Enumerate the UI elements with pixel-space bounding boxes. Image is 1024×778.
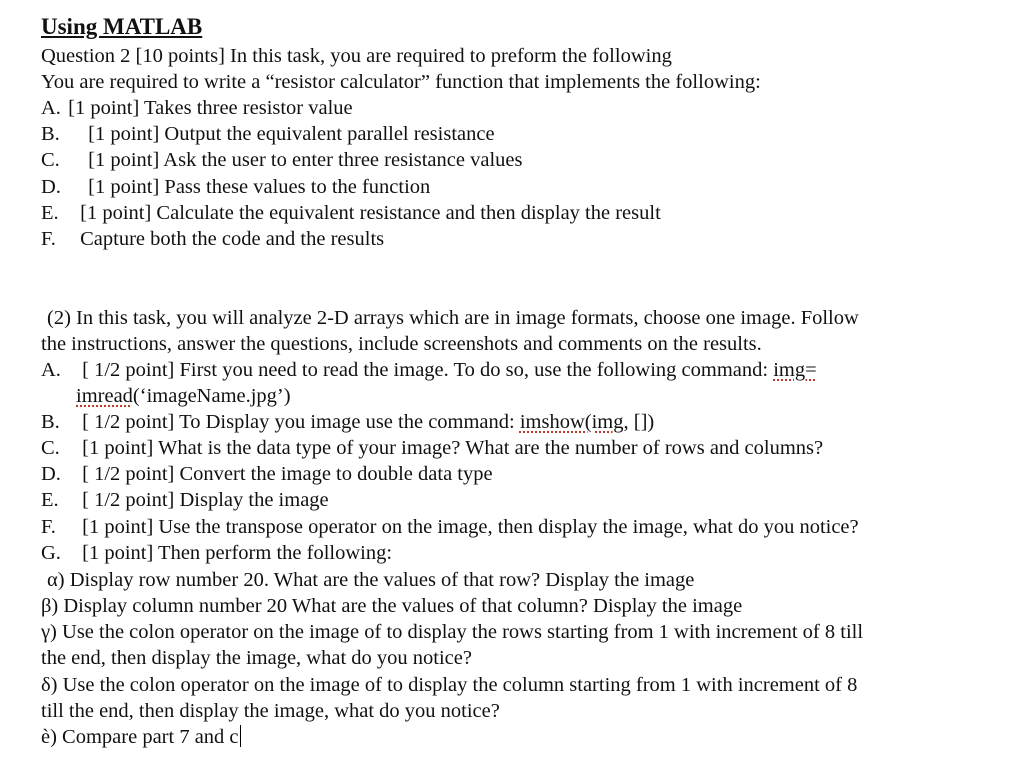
task2-item-c [41,435,823,461]
text-cursor [240,725,242,747]
q2-item-e [41,200,661,226]
q2-item-c [41,147,522,173]
code-imread-args: (‘imageName.jpg’) [132,385,291,407]
list-marker: A. [41,359,61,381]
code-imread: imread [76,385,133,407]
list-marker: E. [41,202,59,224]
task2-sub-gamma-cont: the end, then display the image, what do you notice? [41,647,472,669]
list-item-text: Capture both the code and the results [80,228,385,250]
task2-sub-delta: δ) Use the colon operator on the image of to display the column starting from 1 with increment of 8 [41,674,858,696]
list-item-text: [ 1/2 point] Convert the image to double data type [82,463,493,485]
task2-sub-delta-cont: till the end, then display the image, what do you notice? [41,700,500,722]
task2-item-a-cont [76,383,291,409]
list-item-text: [ 1/2 point] To Display you image use the command: [82,411,520,433]
task2-intro-1: (2) In this task, you will analyze 2-D arrays which are in image formats, choose one image. Follow [47,307,859,329]
task2-item-f [41,514,859,540]
list-marker: D. [41,176,61,198]
task2-sub-e[interactable] [41,724,241,750]
task2-item-b [41,409,654,435]
list-item-text: [1 point] Takes three resistor value [68,97,353,119]
list-item-text: [1 point] What is the data type of your image? What are the number of rows and columns? [82,437,824,459]
list-marker: C. [41,437,60,459]
task2-item-a [41,357,817,383]
q2-item-a [41,95,353,121]
list-marker: G. [41,542,61,564]
q2-item-d [41,174,430,200]
list-item-text: [1 point] Then perform the following: [82,542,393,564]
q2-item-f [41,226,384,252]
list-marker: B. [41,123,60,145]
sub-e-text: è) Compare part 7 and c [41,726,239,748]
list-marker: E. [41,489,59,511]
list-marker: C. [41,149,60,171]
task2-item-e [41,487,329,513]
task2-sub-beta: β) Display column number 20 What are the values of that column? Display the image [41,595,743,617]
list-marker: F. [41,228,56,250]
code-imshow-args: , []) [623,411,655,433]
list-item-text: [1 point] Pass these values to the function [88,176,431,198]
list-item-text: [ 1/2 point] Display the image [82,489,329,511]
task2-sub-alpha: α) Display row number 20. What are the values of that row? Display the image [47,569,695,591]
q2-header: Question 2 [10 points] In this task, you are required to preform the following [41,45,672,67]
document-title: Using MATLAB [41,14,203,39]
code-imshow: imshow(img [519,411,624,433]
list-item-text: [1 point] Use the transpose operator on the image, then display the image, what do you notice? [82,516,859,538]
list-marker: F. [41,516,56,538]
task2-sub-gamma: γ) Use the colon operator on the image of to display the rows starting from 1 with increment of 8 till [41,621,864,643]
list-item-text: [1 point] Output the equivalent parallel resistance [88,123,495,145]
list-item-text: [ 1/2 point] First you need to read the image. To do so, use the following command: [82,359,774,381]
list-item-text: [1 point] Calculate the equivalent resistance and then display the result [80,202,661,224]
q2-intro: You are required to write a “resistor calculator” function that implements the following: [41,71,761,93]
q2-item-b [41,121,495,147]
list-item-text: [1 point] Ask the user to enter three resistance values [88,149,523,171]
task2-item-g [41,540,392,566]
task2-intro-2: the instructions, answer the questions, include screenshots and comments on the results. [41,333,762,355]
code-img-assign: img= [773,359,817,381]
list-marker: A. [41,97,61,119]
task2-item-d [41,461,493,487]
list-marker: B. [41,411,60,433]
list-marker: D. [41,463,61,485]
